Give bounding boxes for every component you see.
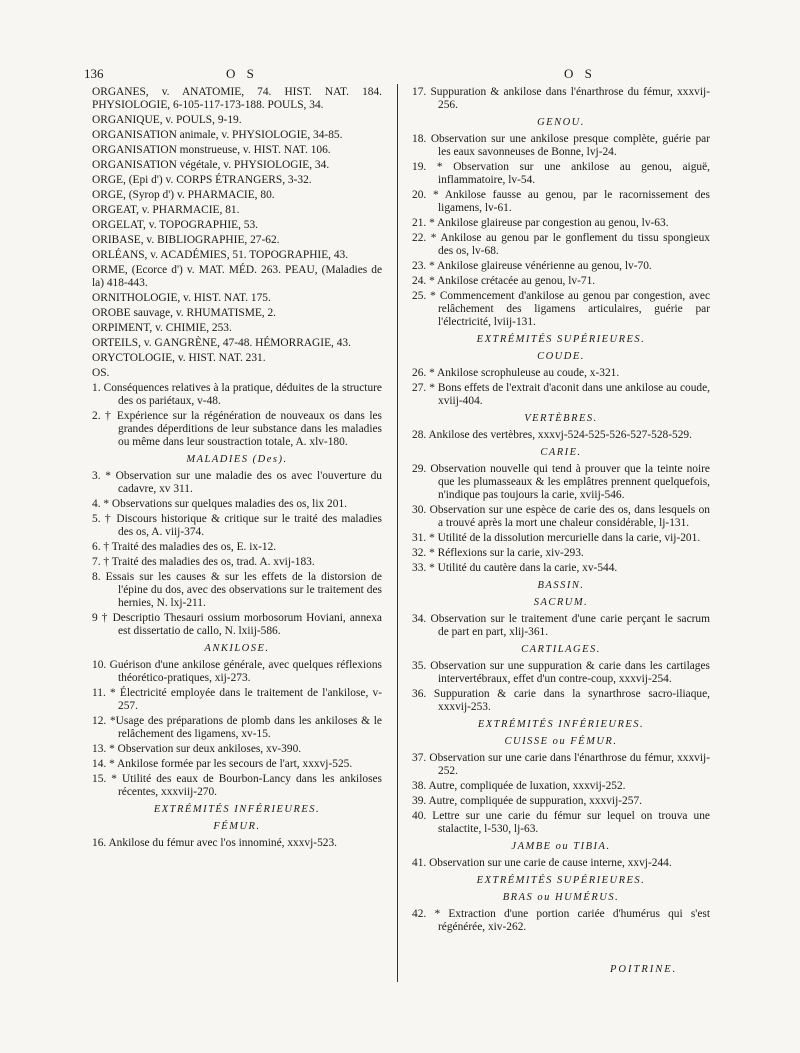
numbered-entry: 16. Ankilose du fémur avec l'os innominé, xxxvj-523. — [92, 837, 338, 849]
section-heading: VERTÈBRES. — [524, 413, 598, 424]
numbered-entry: 11. * Électricité employée dans le traitement de l'ankilose, v-257. — [92, 687, 382, 712]
section-heading: EXTRÉMITÉS SUPÉRIEURES. — [476, 334, 646, 345]
numbered-entry: 34. Observation sur le traitement d'une carie perçant le sacrum de part en part, xlij-361. — [412, 613, 710, 638]
index-entry: OROBE sauvage, v. RHUMATISME, 2. — [92, 307, 277, 319]
page-number: 136 — [84, 66, 104, 81]
numbered-entry: 9 † Descriptio Thesauri ossium morbosorum Hoviani, annexa est dissertatio de callo, N. lxiij-586. — [92, 612, 382, 637]
index-entry: ORNITHOLOGIE, v. HIST. NAT. 175. — [92, 292, 271, 304]
index-entry: ORYCTOLOGIE, v. HIST. NAT. 231. — [92, 352, 266, 364]
section-heading: SACRUM. — [533, 597, 589, 608]
numbered-entry: 40. Lettre sur une carie du fémur sur lequel on trouva une stalactite, l-530, lj-63. — [412, 810, 710, 835]
numbered-entry: 19. * Observation sur une ankilose au genou, aiguë, inflammatoire, lv-54. — [412, 161, 710, 186]
numbered-entry: 18. Observation sur une ankilose presque complète, guérie par les eaux savonneuses de Bonne, lvj-24. — [412, 133, 710, 158]
numbered-entry: 20. * Ankilose fausse au genou, par le racornissement des ligamens, lv-61. — [412, 189, 710, 214]
numbered-entry: 32. * Réflexions sur la carie, xiv-293. — [412, 547, 584, 559]
section-heading: ANKILOSE. — [204, 643, 270, 654]
numbered-entry: 26. * Ankilose scrophuleuse au coude, x-321. — [412, 367, 620, 379]
left-column — [92, 86, 382, 852]
index-entry: OS. — [92, 367, 110, 379]
section-heading: GENOU. — [537, 117, 585, 128]
section-heading: CARIE. — [540, 447, 582, 458]
numbered-entry: 36. Suppuration & carie dans la synarthrose sacro-iliaque, xxxvij-253. — [412, 688, 710, 713]
index-entry: ORGEAT, v. PHARMACIE, 81. — [92, 204, 240, 216]
running-head-right: O S — [564, 66, 596, 81]
index-entry: ORGE, (Syrop d') v. PHARMACIE, 80. — [92, 189, 275, 201]
index-entry: ORPIMENT, v. CHIMIE, 253. — [92, 322, 232, 334]
section-heading: CUISSE ou FÉMUR. — [504, 736, 618, 747]
numbered-entry: 6. † Traité des maladies des os, E. ix-12. — [92, 541, 277, 553]
numbered-entry: 41. Observation sur une carie de cause interne, xxvj-244. — [412, 857, 672, 869]
numbered-entry: 37. Observation sur une carie dans l'énarthrose du fémur, xxxvij-252. — [412, 752, 710, 777]
numbered-entry: 28. Ankilose des vertèbres, xxxvj-524-525-526-527-528-529. — [412, 429, 692, 441]
numbered-entry: 27. * Bons effets de l'extrait d'aconit dans une ankilose au coude, xviij-404. — [412, 382, 710, 407]
numbered-entry: 30. Observation sur une espèce de carie des os, dans lesquels on a trouvé après la mort une chaleur considérable, lj-131. — [412, 504, 710, 529]
numbered-entry: 8. Essais sur les causes & sur les effets de la distorsion de l'épine du dos, avec des observations sur le traitement des hernies, N. lxj-211. — [92, 571, 382, 609]
index-entry: ORGANISATION monstrueuse, v. HIST. NAT. 106. — [92, 144, 331, 156]
numbered-entry: 5. † Discours historique & critique sur le traité des maladies des os, A. viij-374. — [92, 513, 382, 538]
index-entry: ORIBASE, v. BIBLIOGRAPHIE, 27-62. — [92, 234, 280, 246]
numbered-entry: 31. * Utilité de la dissolution mercurielle dans la carie, vij-201. — [412, 532, 701, 544]
numbered-entry: 7. † Traité des maladies des os, trad. A. xvij-183. — [92, 556, 315, 568]
numbered-entry: 42. * Extraction d'une portion cariée d'humérus qui s'est régénérée, xiv-262. — [412, 908, 710, 933]
section-heading: BASSIN. — [537, 580, 585, 591]
numbered-entry: 25. * Commencement d'ankilose au genou par congestion, avec relâchement des ligamens articulaires, guérie par l'électricité, lviij-131. — [412, 290, 710, 328]
section-heading: MALADIES (Des). — [186, 454, 288, 465]
index-entry: ORGANIQUE, v. POULS, 9-19. — [92, 114, 242, 126]
index-entry: ORGANES, v. ANATOMIE, 74. HIST. NAT. 184. PHYSIOLOGIE, 6-105-117-173-188. POULS, 34. — [92, 86, 382, 111]
index-entry: ORGANISATION végétale, v. PHYSIOLOGIE, 34. — [92, 159, 330, 171]
section-heading: EXTRÉMITÉS INFÉRIEURES. — [153, 804, 321, 815]
section-heading: EXTRÉMITÉS SUPÉRIEURES. — [476, 875, 646, 886]
column-divider — [397, 84, 398, 982]
catchword: POITRINE. — [610, 964, 678, 975]
numbered-entry: 23. * Ankilose glaireuse vénérienne au genou, lv-70. — [412, 260, 652, 272]
section-heading: EXTRÉMITÉS INFÉRIEURES. — [477, 719, 645, 730]
numbered-entry: 15. * Utilité des eaux de Bourbon-Lancy dans les ankiloses récentes, xxxviij-270. — [92, 773, 382, 798]
numbered-entry: 33. * Utilité du cautère dans la carie, xv-544. — [412, 562, 618, 574]
numbered-entry: 21. * Ankilose glaireuse par congestion au genou, lv-63. — [412, 217, 669, 229]
section-heading: BRAS ou HUMÉRUS. — [502, 892, 620, 903]
index-entry: ORGE, (Epi d') v. CORPS ÉTRANGERS, 3-32. — [92, 174, 312, 186]
running-head-left: O S — [226, 66, 258, 81]
numbered-entry: 29. Observation nouvelle qui tend à prouver que la teinte noire que les plumasseaux & les emplâtres prennent quelquefois, n'indique pas toujours la carie, xviij-546. — [412, 463, 710, 501]
numbered-entry: 17. Suppuration & ankilose dans l'énarthrose du fémur, xxxvij-256. — [412, 86, 710, 111]
numbered-entry: 13. * Observation sur deux ankiloses, xv-390. — [92, 743, 302, 755]
numbered-entry: 14. * Ankilose formée par les secours de l'art, xxxvj-525. — [92, 758, 353, 770]
numbered-entry: 38. Autre, compliquée de luxation, xxxvij-252. — [412, 780, 626, 792]
section-heading: CARTILAGES. — [521, 644, 601, 655]
numbered-entry: 22. * Ankilose au genou par le gonflement du tissu spongieux des os, lv-68. — [412, 232, 710, 257]
index-entry: ORGELAT, v. TOPOGRAPHIE, 53. — [92, 219, 259, 231]
section-heading: COUDE. — [537, 351, 585, 362]
numbered-entry: 1. Conséquences relatives à la pratique, déduites de la structure des os pariétaux, v-48. — [92, 382, 382, 407]
numbered-entry: 2. † Expérience sur la régénération de nouveaux os dans les grandes déperditions de leur substance dans les maladies ou même dans leur soustraction totale, A. xlv-180. — [92, 410, 382, 448]
index-entry: ORME, (Ecorce d') v. MAT. MÉD. 263. PEAU, (Maladies de la) 418-443. — [92, 264, 382, 289]
index-entry: ORLÉANS, v. ACADÉMIES, 51. TOPOGRAPHIE, 43. — [92, 249, 349, 261]
index-entry: ORGANISATION animale, v. PHYSIOLOGIE, 34-85. — [92, 129, 343, 141]
section-heading: JAMBE ou TIBIA. — [511, 841, 611, 852]
right-column — [412, 86, 710, 936]
numbered-entry: 3. * Observation sur une maladie des os avec l'ouverture du cadavre, xv 311. — [92, 470, 382, 495]
numbered-entry: 35. Observation sur une suppuration & carie dans les cartilages intervertébraux, effet d'un contre-coup, xxxvij-254. — [412, 660, 710, 685]
numbered-entry: 4. * Observations sur quelques maladies des os, lix 201. — [92, 498, 347, 510]
numbered-entry: 39. Autre, compliquée de suppuration, xxxvij-257. — [412, 795, 642, 807]
numbered-entry: 10. Guérison d'une ankilose générale, avec quelques réflexions théorético-pratiques, xij-273. — [92, 659, 382, 684]
section-heading: FÉMUR. — [213, 821, 261, 832]
numbered-entry: 12. *Usage des préparations de plomb dans les ankiloses & le relâchement des ligamens, xv-15. — [92, 715, 382, 740]
numbered-entry: 24. * Ankilose crétacée au genou, lv-71. — [412, 275, 596, 287]
index-entry: ORTEILS, v. GANGRÈNE, 47-48. HÉMORRAGIE, 43. — [92, 337, 351, 349]
